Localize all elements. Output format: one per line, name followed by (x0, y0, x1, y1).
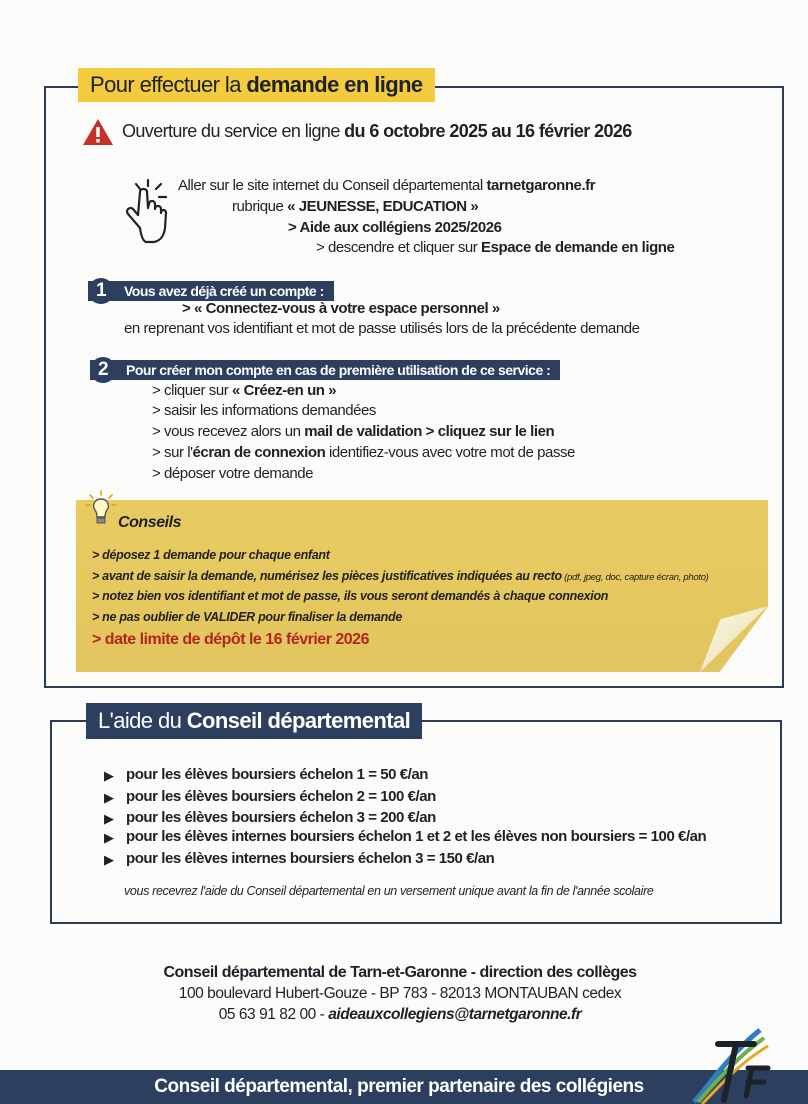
step2-line1: > cliquer sur « Créez-en un » (152, 382, 337, 399)
aid-item: pour les élèves boursiers échelon 3 = 200 €/an (126, 809, 436, 826)
bullet-icon: ▶ (104, 768, 114, 783)
bullet-icon: ▶ (104, 830, 114, 845)
tip-2: > avant de saisir la demande, numérisez les pièces justificatives indiquées au recto (pdf, jpeg, doc, capture écran, photo) (92, 569, 709, 583)
aid-section-instruction: > Aide aux collégiens 2025/2026 (288, 219, 502, 236)
deadline: > date limite de dépôt le 16 février 2026 (92, 631, 369, 648)
step2-number: 2 (90, 357, 116, 383)
online-request-title: Pour effectuer la demande en ligne (78, 68, 435, 102)
rubrique-instruction: rubrique « JEUNESSE, EDUCATION » (232, 198, 479, 215)
step1-action: > « Connectez-vous à votre espace personnel » (182, 300, 500, 317)
aid-title: L'aide du Conseil départemental (86, 703, 422, 739)
site-instruction: Aller sur le site internet du Conseil départemental tarnetgaronne.fr (178, 177, 596, 194)
contact-block (0, 964, 808, 1024)
step1-heading: 1 Vous avez déjà créé un compte : (88, 281, 334, 301)
warning-icon (82, 118, 114, 146)
contact-phone-email: 05 63 91 82 00 - aideauxcollegiens@tarnetgaronne.fr (218, 1006, 582, 1023)
tip-4: > ne pas oublier de VALIDER pour finaliser la demande (92, 610, 403, 624)
step2-heading: 2 Pour créer mon compte en cas de première utilisation de ce service : (90, 360, 560, 380)
bullet-icon: ▶ (104, 811, 114, 826)
step2-line4: > sur l'écran de connexion identifiez-vous avec votre mot de passe (152, 444, 575, 461)
contact-org: Conseil départemental de Tarn-et-Garonne - direction des collèges (163, 964, 637, 981)
bullet-icon: ▶ (104, 852, 114, 867)
tip-3: > notez bien vos identifiant et mot de passe, ils vous seront demandés à chaque connexion (92, 589, 609, 603)
aid-item: pour les élèves internes boursiers échelon 1 et 2 et les élèves non boursiers = 100 €/an (126, 828, 707, 845)
contact-address: 100 boulevard Hubert-Gouze - BP 783 - 82013 MONTAUBAN cedex (178, 985, 622, 1002)
tips-title: Conseils (118, 514, 182, 531)
service-opening-line: Ouverture du service en ligne du 6 octobre 2025 au 16 février 2026 (122, 121, 632, 141)
bullet-icon: ▶ (104, 790, 114, 805)
step2-line3: > vous recevez alors un mail de validation > cliquez sur le lien (152, 423, 555, 440)
aid-item: pour les élèves internes boursiers échelon 3 = 150 €/an (126, 850, 495, 867)
lightbulb-icon (84, 490, 118, 528)
step2-line5: > déposer votre demande (152, 465, 314, 482)
department-logo (690, 1024, 790, 1104)
tip-1: > déposez 1 demande pour chaque enfant (92, 548, 330, 562)
aid-item: pour les élèves boursiers échelon 1 = 50 €/an (126, 766, 428, 783)
footer-slogan: Conseil départemental, premier partenaire des collégiens (154, 1076, 644, 1097)
step2-line2: > saisir les informations demandées (152, 402, 376, 419)
aid-note: vous recevrez l'aide du Conseil départemental en un versement unique avant la fin de l'année scolaire (124, 884, 654, 898)
step1-detail: en reprenant vos identifiant et mot de passe utilisés lors de la précédente demande (124, 320, 640, 337)
hand-pointer-icon (118, 178, 174, 248)
aid-item: pour les élèves boursiers échelon 2 = 100 €/an (126, 788, 436, 805)
step1-number: 1 (88, 278, 114, 304)
online-space-instruction: > descendre et cliquer sur Espace de demande en ligne (316, 239, 675, 256)
